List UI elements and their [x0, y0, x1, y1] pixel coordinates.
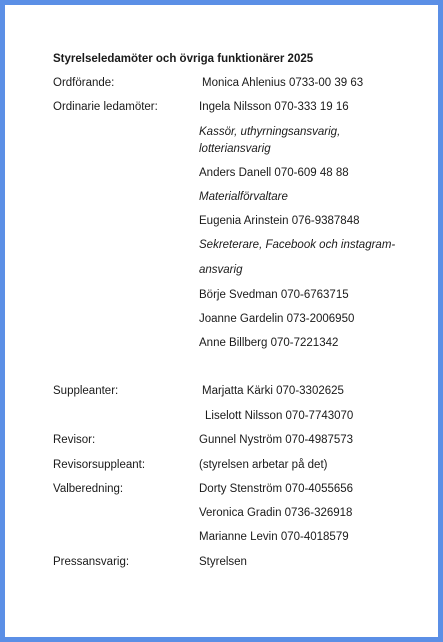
pressansvarig-value: Styrelsen [199, 556, 247, 568]
ordinarie-role: ansvarig [199, 264, 243, 276]
ordinarie-role: Sekreterare, Facebook och instagram- [199, 239, 396, 251]
revisorssuppleant-label: Revisorsuppleant: [53, 459, 146, 471]
ordinarie-role: Materialförvaltare [199, 191, 288, 203]
ordforande-value: Monica Ahlenius 0733-00 39 63 [202, 77, 364, 89]
pressansvarig-label: Pressansvarig: [53, 556, 130, 568]
revisor-value: Gunnel Nyström 070-4987573 [199, 434, 354, 446]
revisorssuppleant-value: (styrelsen arbetar på det) [199, 459, 328, 471]
ordinarie-line: Eugenia Arinstein 076-9387848 [199, 215, 360, 227]
suppleanter-line: Liselott Nilsson 070-7743070 [205, 410, 354, 422]
valberedning-line: Dorty Stenström 070-4055656 [199, 483, 354, 495]
document-title: Styrelseledamöter och övriga funktionärer 2025 [53, 53, 314, 65]
ordinarie-line: Börje Svedman 070-6763715 [199, 289, 349, 301]
suppleanter-line: Marjatta Kärki 070-3302625 [202, 385, 344, 397]
ordinarie-label: Ordinarie ledamöter: [53, 101, 158, 113]
ordinarie-line: Anders Danell 070-609 48 88 [199, 167, 349, 179]
ordinarie-line: Joanne Gardelin 073-2006950 [199, 313, 355, 325]
valberedning-line: Marianne Levin 070-4018579 [199, 531, 349, 543]
ordinarie-line: Ingela Nilsson 070-333 19 16 [199, 101, 349, 113]
ordinarie-role: lotteriansvarig [199, 143, 271, 155]
valberedning-line: Veronica Gradin 0736-326918 [199, 507, 353, 519]
valberedning-label: Valberedning: [53, 483, 124, 495]
ordinarie-role: Kassör, uthyrningsansvarig, [199, 126, 341, 138]
suppleanter-label: Suppleanter: [53, 385, 119, 397]
ordinarie-line: Anne Billberg 070-7221342 [199, 337, 339, 349]
ordforande-label: Ordförande: [53, 77, 115, 89]
revisor-label: Revisor: [53, 434, 96, 446]
